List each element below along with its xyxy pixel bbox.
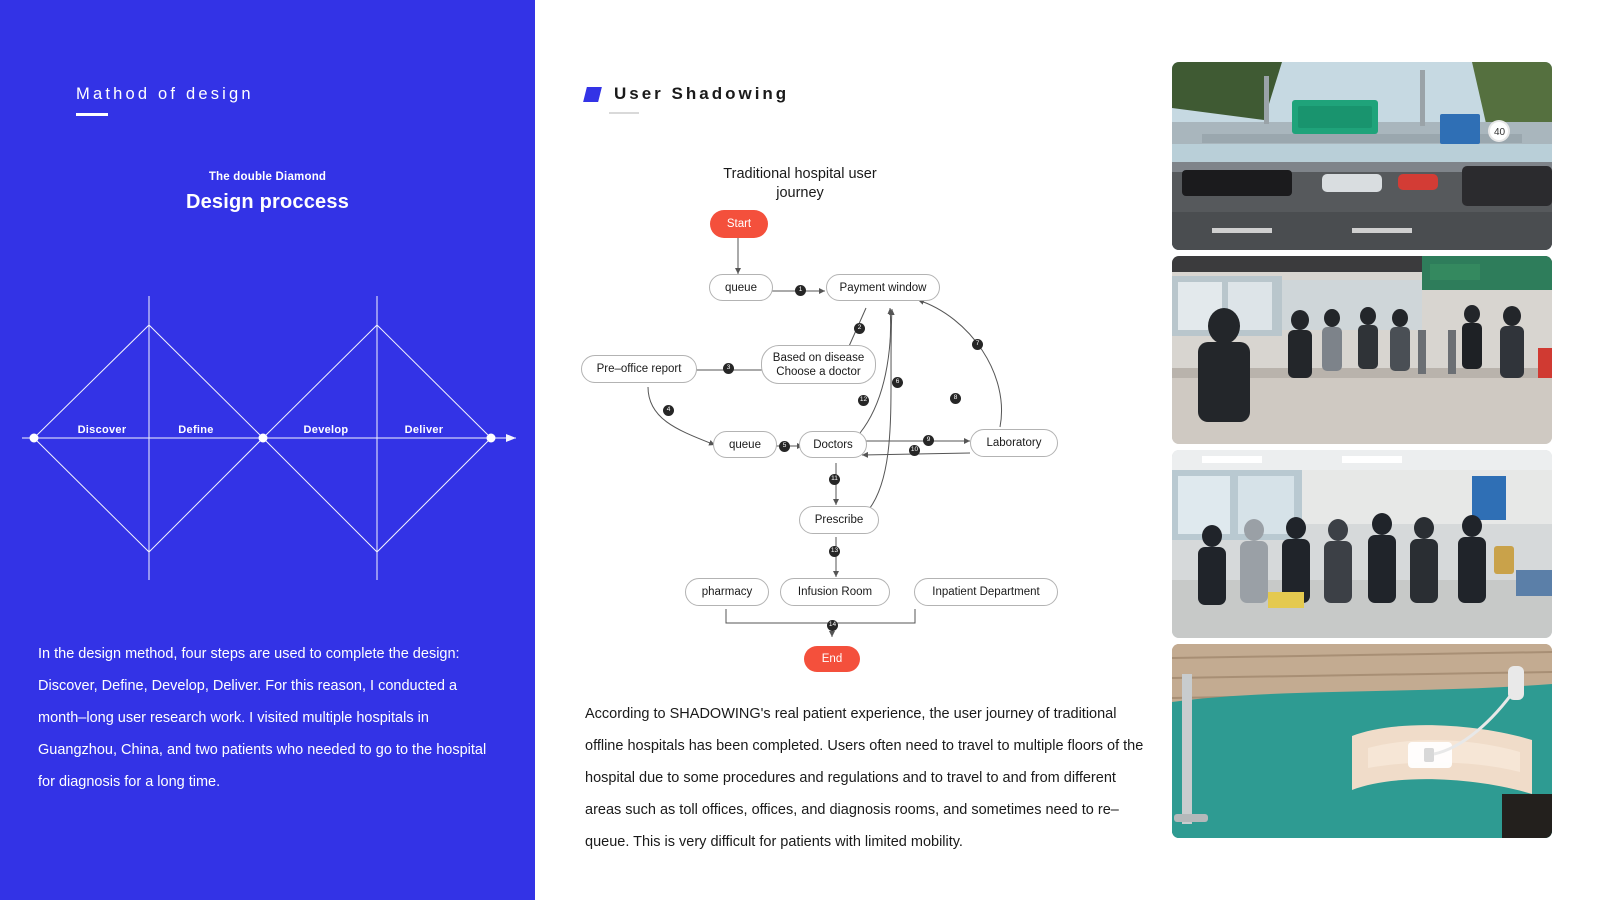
edge-number-11: 11 [829,474,840,485]
left-section-title-underline [76,113,108,116]
user-shadowing-title: User Shadowing [614,84,790,103]
user-journey-flowchart [570,205,1110,685]
double-diamond-eyebrow: The double Diamond [208,171,327,183]
flowchart-title: Traditional hospital user journey [723,166,877,201]
double-diamond-diagram [0,280,535,600]
edge-number-9: 9 [923,435,934,446]
photo-waiting-hall [1172,450,1552,638]
flow-node-end[interactable]: End [804,646,860,672]
user-shadowing-header [585,84,789,104]
edge-number-3: 3 [723,363,734,374]
double-diamond-title: Design proccess [185,191,350,213]
edge-number-1: 1 [795,285,806,296]
flow-node-infusion-room[interactable]: Infusion Room [780,578,890,606]
photo-reception-queue-graphic [1172,256,1552,444]
flow-node-doctors[interactable]: Doctors [799,431,867,458]
edge-number-10: 10 [909,445,920,456]
photo-hospital-entrance-graphic [1172,62,1552,250]
svg-text:40: 40 [1494,127,1506,138]
user-shadowing-underline [609,112,639,114]
left-blue-panel [0,0,535,900]
flow-node-choose-doctor[interactable]: Based on disease Choose a doctor [761,345,876,384]
left-body-paragraph: In the design method, four steps are used to complete the design: Discover, Define, Develop, Deliver. For this reason, I conducted a month–long user research work. I visited multiple hospitals in Guangzhou, China, and two patients who needed to go to the hospital for diagnosis for a long time. [38,646,487,790]
edge-number-4: 4 [663,405,674,416]
left-section-title: Mathod of design [76,85,254,103]
photo-iv-drip-graphic [1172,644,1552,838]
flow-node-pharmacy[interactable]: pharmacy [685,578,769,606]
flow-node-payment-window[interactable]: Payment window [826,274,940,301]
shadowing-body-paragraph: According to SHADOWING's real patient experience, the user journey of traditional offline hospitals has been completed. Users often need to travel to multiple floors of the hospital due to some procedures and regulations and to travel to and from different areas such as toll offices, offices, and diagnosis rooms, and sometimes need to re–queue. This is very difficult for patients with limited mobility. [585,706,1144,850]
dd-stage-define: Define [178,424,214,436]
edge-number-13: 13 [829,546,840,557]
photo-hospital-entrance [1172,62,1552,250]
flow-node-pre-office-report[interactable]: Pre–office report [581,355,697,383]
edge-number-12: 12 [858,395,869,406]
edge-number-6: 6 [892,377,903,388]
edge-number-8: 8 [950,393,961,404]
photo-iv-drip [1172,644,1552,838]
dd-stage-develop: Develop [303,424,349,436]
flow-node-start[interactable]: Start [710,210,768,238]
photo-reception-queue [1172,256,1552,444]
flow-node-laboratory[interactable]: Laboratory [970,429,1058,457]
edge-number-5: 5 [779,441,790,452]
flow-node-inpatient-department[interactable]: Inpatient Department [914,578,1058,606]
dd-stage-deliver: Deliver [404,424,444,436]
dd-stage-discover: Discover [77,424,127,436]
photo-waiting-hall-graphic [1172,450,1552,638]
edge-number-7: 7 [972,339,983,350]
flow-node-queue-2[interactable]: queue [713,431,777,458]
edge-number-2: 2 [854,323,865,334]
flow-node-queue-1[interactable]: queue [709,274,773,301]
edge-number-14: 14 [827,620,838,631]
flow-node-prescribe[interactable]: Prescribe [799,506,879,534]
double-diamond-svg [0,280,535,600]
section-marker-icon [583,87,602,102]
